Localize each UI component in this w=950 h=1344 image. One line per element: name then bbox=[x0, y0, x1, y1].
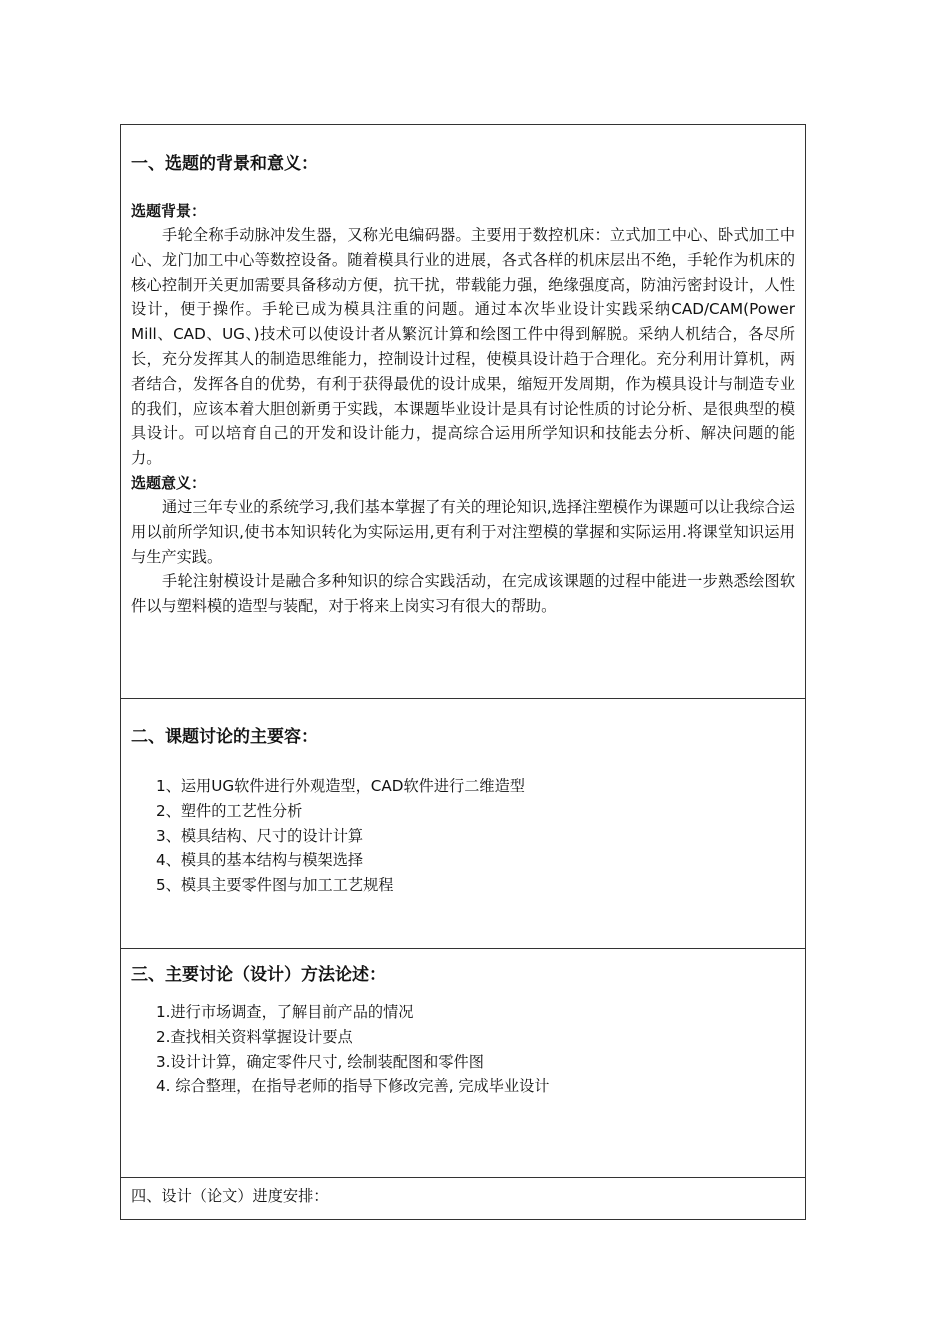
section-methods bbox=[121, 949, 805, 1178]
list-item: 2、塑件的工艺性分析 bbox=[156, 801, 303, 820]
section2-heading: 二、课题讨论的主要容： bbox=[131, 727, 318, 747]
background-paragraph: 手轮全称手动脉冲发生器，又称光电编码器。主要用于数控机床：立式加工中心、卧式加工中心、龙门加工中心等数控设备。随着模具行业的进展，各式各样的机床层出不绝，手轮作为机床的核心控制开关更加需要具备移动方便，抗干扰，带载能力强，绝缘强度高，防油污密封设计，人性设计，便于操作。手轮已成为模具注重的问题。通过本次毕业设计实践采纳CAD/CAM(Power Mill、CAD、UG、)技术可以使设计者从繁沉计算和绘图工件中得到解脱。采纳人机结合，各尽所长，充分发挥其人的制造思维能力，控制设计过程，使模具设计趋于合理化。充分利用计算机，两者结合，发挥各自的优势，有利于获得最优的设计成果，缩短开发周期，作为模具设计与制造专业的我们，应该本着大胆创新勇于实践，本课题毕业设计是具有讨论性质的讨论分析、是很典型的模具设计。可以培育自己的开发和设计能力，提高综合运用所学知识和技能去分析、解决问题的能力。 bbox=[131, 226, 795, 468]
significance-paragraph-1: 通过三年专业的系统学习,我们基本掌握了有关的理论知识,选择注塑模作为课题可以让我综合运用以前所学知识,使书本知识转化为实际运用,更有利于对注塑模的掌握和实际运用.将课堂知识运用与生产实践。 bbox=[131, 497, 795, 566]
section-main-content bbox=[121, 699, 805, 949]
list-item: 4. 综合整理，在指导老师的指导下修改完善, 完成毕业设计 bbox=[156, 1077, 550, 1096]
section3-heading: 三、主要讨论（设计）方法论述： bbox=[131, 965, 386, 985]
section4-heading: 四、设计（论文）进度安排： bbox=[131, 1187, 329, 1205]
list-item: 3、模具结构、尺寸的设计计算 bbox=[156, 826, 364, 845]
methods-list bbox=[131, 1000, 795, 1099]
significance-label: 选题意义： bbox=[131, 473, 207, 492]
list-item: 5、模具主要零件图与加工工艺规程 bbox=[156, 876, 394, 895]
list-item: 3.设计计算，确定零件尺寸, 绘制装配图和零件图 bbox=[156, 1052, 484, 1071]
list-item: 1.进行市场调查，了解目前产品的情况 bbox=[156, 1003, 414, 1021]
section-schedule bbox=[121, 1178, 805, 1219]
section1-heading: 一、选题的背景和意义： bbox=[131, 154, 318, 174]
list-item: 2.查找相关资料掌握设计要点 bbox=[156, 1027, 353, 1046]
section-background-significance bbox=[121, 125, 805, 699]
background-label: 选题背景： bbox=[131, 202, 207, 220]
proposal-table bbox=[120, 124, 806, 1220]
list-item: 4、模具的基本结构与模架选择 bbox=[156, 851, 364, 870]
significance-paragraph-2: 手轮注射模设计是融合多种知识的综合实践活动，在完成该课题的过程中能进一步熟悉绘图软件以与塑料模的造型与装配，对于将来上岗实习有很大的帮助。 bbox=[131, 572, 795, 616]
list-item: 1、运用UG软件进行外观造型，CAD软件进行二维造型 bbox=[156, 777, 525, 795]
main-content-list bbox=[131, 774, 795, 898]
